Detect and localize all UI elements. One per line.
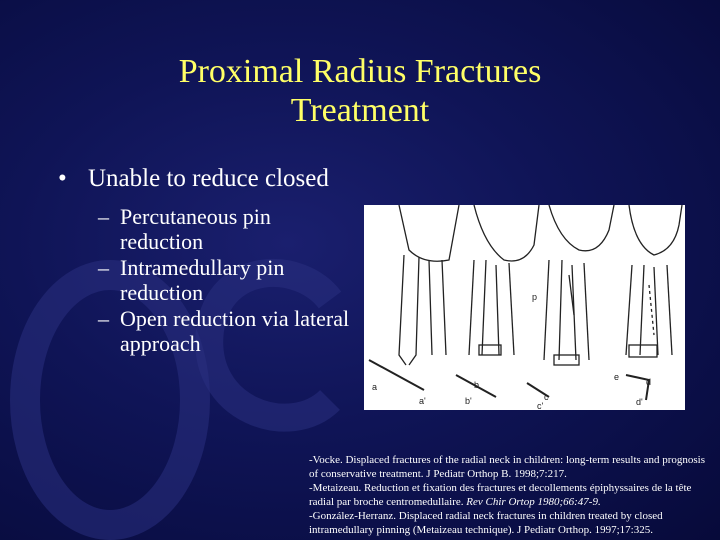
sub-bullet-3-text: Open reduction via lateral approach [120, 306, 350, 356]
sub-bullet-2-text: Intramedullary pin reduction [120, 255, 285, 305]
reference-2 [309, 481, 714, 509]
sub-bullet-3 [58, 306, 358, 356]
sub-bullet-1 [58, 204, 358, 254]
sub-bullet-1-text: Percutaneous pin reduction [120, 204, 271, 254]
bullet-main [58, 164, 358, 194]
label-a: a [372, 382, 378, 392]
reference-2-text: -Metaizeau. Reduction et fixation des fractures et decollements épiphyssaires de la tête radial par broche centromedullaire. [309, 482, 692, 508]
bullet-dot-icon: • [58, 165, 67, 192]
bullet-main-text: Unable to reduce closed [88, 165, 329, 192]
reference-1: -Vocke. Displaced fractures of the radial neck in children: long-term results and prognosis of conservative treatment. J Pediatr Orthop B. 1998;7:217. [309, 454, 705, 480]
sub-bullet-2 [58, 255, 358, 305]
bullet-list [58, 164, 358, 357]
radius-fracture-illustration [364, 205, 685, 410]
reference-2-journal: Rev Chir Ortop 1980;66:47-9. [466, 496, 601, 508]
dash-icon: – [98, 204, 109, 229]
dash-icon: – [98, 306, 109, 331]
label-b-prime: b' [465, 396, 472, 406]
dash-icon: – [98, 255, 109, 280]
label-e: e [614, 372, 620, 382]
references [309, 453, 714, 537]
label-b: b [474, 380, 480, 390]
label-p: p [532, 292, 538, 302]
bone-sketch [364, 205, 685, 410]
title-line-2: Treatment [290, 92, 430, 129]
reference-3: -González-Herranz. Displaced radial neck fractures in children treated by closed intramedullary pinning (Metaizeau technique). J Pediatr Orthop. 1997;17:325. [309, 510, 663, 536]
label-d: d [646, 377, 652, 387]
label-c: c [544, 392, 549, 402]
label-a-prime: a' [419, 396, 426, 406]
slide-title [0, 52, 720, 130]
label-c-prime: c' [537, 401, 544, 410]
sub-bullet-list [58, 204, 358, 356]
label-d-prime: d' [636, 397, 643, 407]
title-line-1: Proximal Radius Fractures [178, 53, 542, 90]
